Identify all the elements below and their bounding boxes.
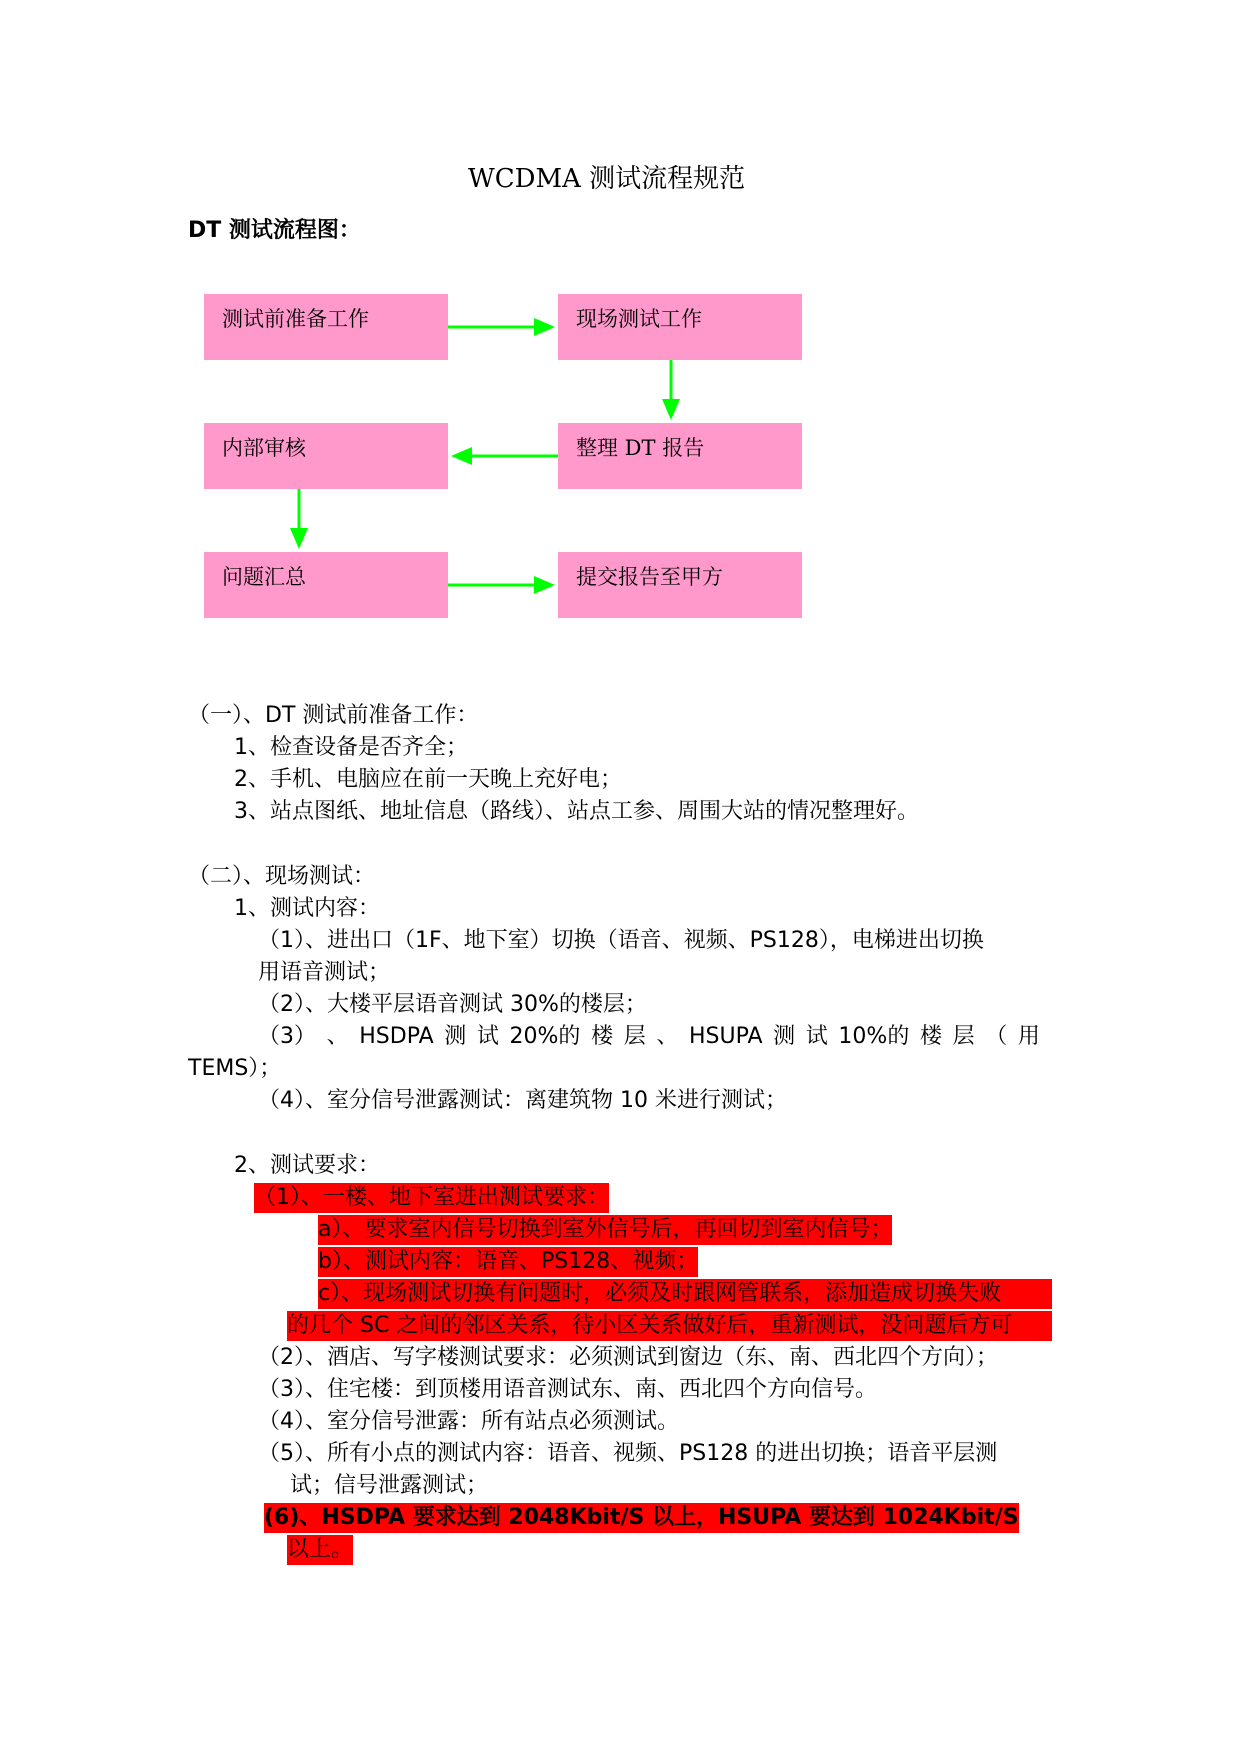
section1-item-2: 2、手机、电脑应在前一天晚上充好电；	[234, 767, 622, 792]
c3a-part: （3）	[258, 1024, 316, 1049]
test-req-5a: （5）、所有小点的测试内容：语音、视频、PS128 的进出切换；语音平层测	[258, 1441, 998, 1466]
test-req-5b: 试；信号泄露测试；	[290, 1473, 489, 1498]
flowchart-heading: DT 测试流程图：	[188, 218, 361, 243]
c3a-part: 楼	[591, 1024, 614, 1049]
c3a-part: HSDPA	[359, 1024, 434, 1049]
test-req-1a: a）、要求室内信号切换到室外信号后，再回切到室内信号；	[318, 1215, 892, 1245]
c3a-part: 测	[444, 1024, 467, 1049]
c3a-part: 测	[773, 1024, 796, 1049]
test-content-3a	[258, 1022, 1040, 1052]
flow-box-audit: 内部审核	[204, 423, 448, 489]
test-content-4: （4）、室分信号泄露测试：离建筑物 10 米进行测试；	[258, 1088, 787, 1113]
test-req-1: （1）、一楼、地下室进出测试要求：	[254, 1183, 609, 1213]
test-req-4: （4）、室分信号泄露：所有站点必须测试。	[258, 1409, 679, 1434]
c3a-part: 20%的	[509, 1024, 581, 1049]
c3a-part: 试	[476, 1024, 499, 1049]
test-req-heading: 2、测试要求：	[234, 1153, 380, 1178]
section1-item-3: 3、站点图纸、地址信息（路线）、站点工参、周围大站的情况整理好。	[234, 799, 919, 824]
test-content-1b: 用语音测试；	[258, 960, 391, 985]
test-req-2: （2）、酒店、写字楼测试要求：必须测试到窗边（东、南、西北四个方向）；	[258, 1345, 998, 1370]
flow-box-summary: 问题汇总	[204, 552, 448, 618]
c3a-part: 、	[656, 1024, 679, 1049]
section1-heading: （一）、DT 测试前准备工作：	[188, 703, 479, 728]
test-content-3b: TEMS）；	[188, 1056, 282, 1081]
test-content-heading: 1、测试内容：	[234, 896, 380, 921]
c3a-part: 试	[805, 1024, 828, 1049]
test-content-1a: （1）、进出口（1F、地下室）切换（语音、视频、PS128），电梯进出切换	[258, 928, 984, 953]
test-req-1d: 的几个 SC 之间的邻区关系，待小区关系做好后，重新测试，没问题后方可	[287, 1311, 1052, 1341]
c3a-part: 楼	[919, 1024, 942, 1049]
c3a-part: 层	[952, 1024, 975, 1049]
section1-item-1: 1、检查设备是否齐全；	[234, 735, 468, 760]
flow-box-field: 现场测试工作	[558, 294, 802, 360]
flow-box-prep: 测试前准备工作	[204, 294, 448, 360]
page-title: WCDMA 测试流程规范	[468, 164, 746, 194]
c3a-part: HSUPA	[688, 1024, 763, 1049]
test-req-1c: c）、现场测试切换有问题时，必须及时跟网管联系，添加造成切换失败	[318, 1279, 1052, 1309]
test-req-3: （3）、住宅楼：到顶楼用语音测试东、南、西北四个方向信号。	[258, 1377, 877, 1402]
c3a-part: （	[985, 1024, 1008, 1049]
test-req-1b: b）、测试内容：语音、PS128、视频；	[318, 1247, 698, 1277]
flowchart-arrows	[0, 0, 1241, 700]
c3a-part: 层	[623, 1024, 646, 1049]
c3a-part: 10%的	[838, 1024, 910, 1049]
flow-box-submit: 提交报告至甲方	[558, 552, 802, 618]
c3a-part: 用	[1017, 1024, 1040, 1049]
section2-heading: （二）、现场测试：	[188, 864, 376, 889]
c3a-part: 、	[326, 1024, 349, 1049]
test-req-6b: 以上。	[287, 1535, 353, 1565]
test-content-2: （2）、大楼平层语音测试 30%的楼层；	[258, 992, 647, 1017]
flow-box-report: 整理 DT 报告	[558, 423, 802, 489]
test-req-6a: (6)、HSDPA 要求达到 2048Kbit/S 以上，HSUPA 要达到 1024Kbit/S	[264, 1503, 1019, 1533]
